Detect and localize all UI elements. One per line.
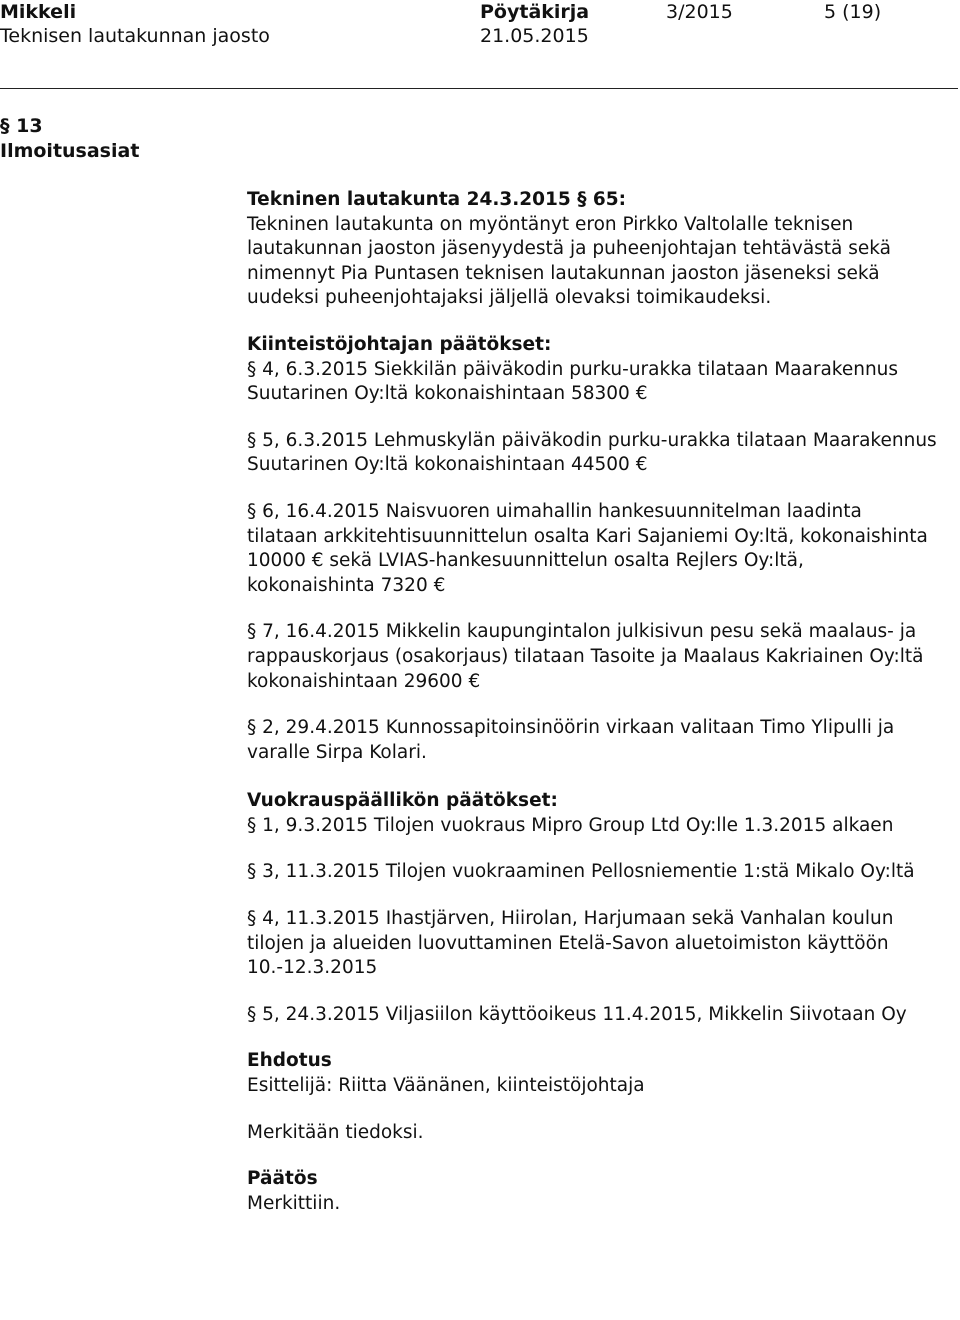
vuokraus-item-4: § 5, 24.3.2015 Viljasiilon käyttöoikeus 11.4.2015, Mikkelin Siivotaan Oy: [247, 1003, 907, 1025]
paatos-heading: Päätös: [247, 1168, 318, 1190]
doc-type: Pöytäkirja: [480, 1, 590, 23]
body-name: Teknisen lautakunnan jaosto: [0, 25, 270, 47]
vuokraus-heading: Vuokrauspäällikön päätökset:: [247, 790, 558, 812]
kiinteisto-item-2: § 5, 6.3.2015 Lehmuskylän päiväkodin purku-urakka tilataan Maarakennus Suutarinen Oy:ltä kokonaishintaan 44500 €: [247, 429, 937, 476]
section-number: § 13: [0, 115, 43, 137]
ehdotus-heading: Ehdotus: [247, 1050, 332, 1072]
ehdotus-presenter: Esittelijä: Riitta Väänänen, kiinteistöjohtaja: [247, 1075, 645, 1097]
kiinteisto-item-3: § 6, 16.4.2015 Naisvuoren uimahallin hankesuunnitelman laadinta tilataan arkkitehtisuunnittelun osalta Kari Sajaniemi Oy:ltä, kokonaishinta 10000 € sekä LVIAS-hankesuunnittelun osalta Rejlers Oy:ltä, kokonaishinta 7320 €: [247, 500, 928, 596]
intro-heading: Tekninen lautakunta 24.3.2015 § 65:: [247, 189, 627, 210]
section-heading: [0, 114, 139, 164]
ehdotus-text: Merkitään tiedoksi.: [247, 1121, 424, 1143]
vuokraus-item-2: § 3, 11.3.2015 Tilojen vuokraaminen Pellosniementie 1:stä Mikalo Oy:ltä: [247, 861, 915, 883]
page-number: 5 (19): [824, 1, 882, 23]
vuokraus-item-1: § 1, 9.3.2015 Tilojen vuokraus Mipro Group Ltd Oy:lle 1.3.2015 alkaen: [247, 814, 894, 836]
header-divider: [0, 88, 958, 89]
section-title: Ilmoitusasiat: [0, 140, 140, 162]
intro-text: Tekninen lautakunta on myöntänyt eron Pirkko Valtolalle teknisen lautakunnan jaoston jäsenyydestä ja puheenjohtajan tehtävästä sekä nimennyt Pia Puntasen teknisen lautakunnan jaoston jäseneksi sekä uudeksi puheenjohtajaksi jäljellä olevaksi toimikaudeksi.: [247, 213, 892, 309]
paatos-text: Merkittiin.: [247, 1192, 341, 1214]
meeting-date: 21.05.2015: [480, 25, 589, 47]
vuokraus-item-3: § 4, 11.3.2015 Ihastjärven, Hiirolan, Harjumaan sekä Vanhalan koulun tilojen ja alueiden luovuttaminen Etelä-Savon aluetoimiston käyttöön 10.-12.3.2015: [247, 908, 894, 979]
minutes-number: 3/2015: [666, 1, 733, 23]
kiinteisto-heading: Kiinteistöjohtajan päätökset:: [247, 333, 552, 355]
kiinteisto-item-5: § 2, 29.4.2015 Kunnossapitoinsinöörin virkaan valitaan Timo Ylipulli ja varalle Sirpa Kolari.: [247, 717, 895, 763]
org-name: Mikkeli: [0, 1, 77, 23]
kiinteisto-item-4: § 7, 16.4.2015 Mikkelin kaupungintalon julkisivun pesu sekä maalaus- ja rappauskorjaus (osakorjaus) tilataan Tasoite ja Maalaus Kakriainen Oy:ltä kokonaishintaan 29600 €: [247, 621, 924, 692]
document-body: [247, 188, 937, 1216]
kiinteisto-item-1: § 4, 6.3.2015 Siekkilän päiväkodin purku-urakka tilataan Maarakennus Suutarinen Oy:ltä kokonaishintaan 58300 €: [247, 358, 899, 405]
